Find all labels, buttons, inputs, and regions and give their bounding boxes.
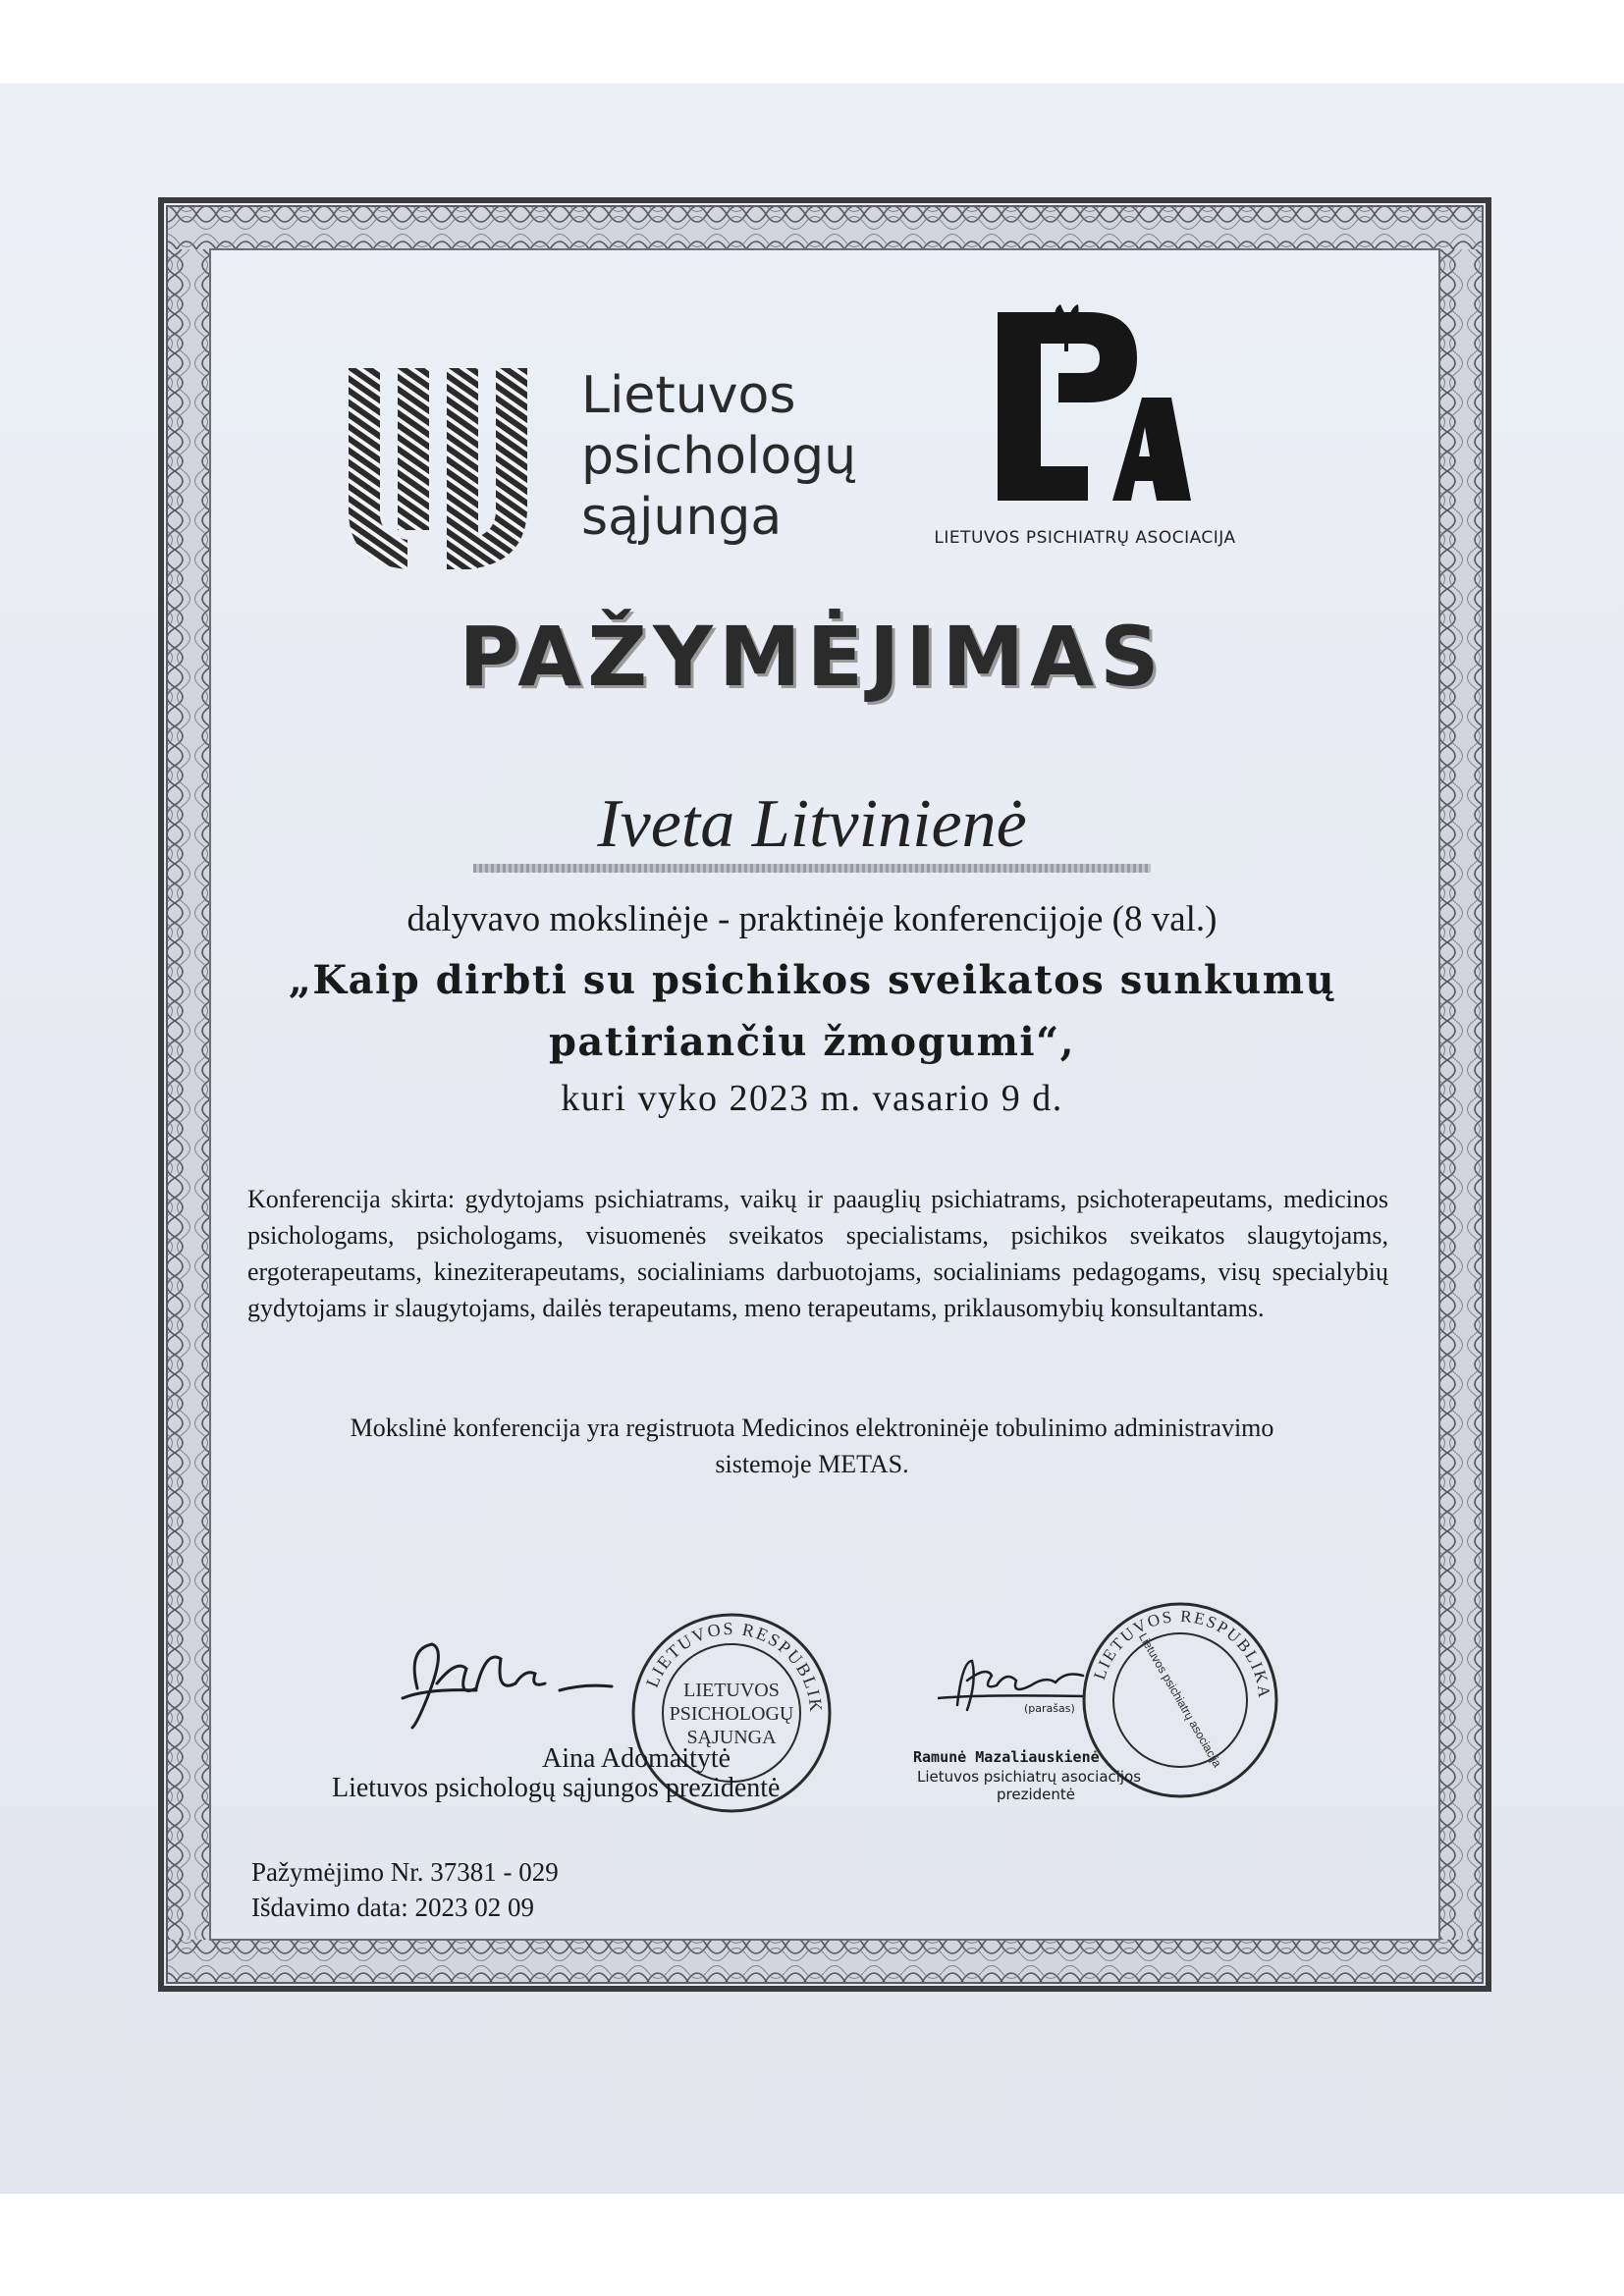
lps-logo-mark <box>339 363 555 574</box>
seal1-line2: PSICHOLOGŲ <box>669 1703 794 1725</box>
participation-line: dalyvavo mokslinėje - praktinėje konferencijoje (8 val.) <box>406 899 1218 939</box>
certificate-number: Pažymėjimo Nr. 37381 - 029 <box>251 1857 559 1887</box>
signature-adomaityte <box>388 1629 614 1737</box>
seal1-outer-text: LIETUVOS RESPUBLIK <box>641 1618 827 1715</box>
registration-note <box>267 1410 1357 1482</box>
seal1-line3: SĄJUNGA <box>686 1727 777 1748</box>
signatory1-role: Lietuvos psichologų sąjungos prezidentė <box>332 1773 781 1803</box>
lps-name-line3: sąjunga <box>581 488 783 547</box>
lps-name-line2: psichologų <box>581 427 857 486</box>
signature-label: (parašas) <box>1024 1702 1075 1715</box>
conference-title-line2: patiriančiu žmogumi“, <box>548 1019 1076 1065</box>
lpa-name: LIETUVOS PSICHIATRŲ ASOCIACIJA <box>934 528 1236 548</box>
registration-line2: sistemoje METAS. <box>715 1450 909 1478</box>
conference-date-line: kuri vyko 2023 m. vasario 9 d. <box>561 1078 1063 1119</box>
signatory2-name: Ramunė Mazaliauskienė <box>913 1748 1100 1766</box>
signatory2-role-title: prezidentė <box>997 1786 1075 1803</box>
seal2-outer-text: LIETUVOS RESPUBLIKA <box>1090 1606 1274 1700</box>
lps-name <box>581 365 856 548</box>
recipient-name: Iveta Litvinienė <box>597 786 1027 862</box>
seal1-line1: LIETUVOS <box>683 1680 780 1701</box>
issue-date: Išdavimo data: 2023 02 09 <box>251 1893 534 1922</box>
conference-title-line1: „Kaip dirbti su psichikos sveikatos sunkumų <box>288 957 1336 1003</box>
audience-description: Konferencija skirta: gydytojams psichiatrams, vaikų ir paauglių psichiatrams, psichoterapeutams, medicinos psichologams, psichologams, visuomenės sveikatos specialistams, psichikos sveikatos slaugytojams, ergoterapeutams, kineziterapeutams, socialiniams darbuotojams, socialiniams pedagogams, visų specialybių gydytojams ir slaugytojams, dailės terapeutams, meno terapeutams, priklausomybių konsultantams. <box>247 1185 1388 1322</box>
lpa-logo-mark <box>990 304 1191 506</box>
signatory2-role: Lietuvos psichiatrų asociacijos <box>917 1768 1142 1786</box>
lps-name-line1: Lietuvos <box>581 366 796 425</box>
registration-line1: Mokslinė konferencija yra registruota Medicinos elektroninėje tobulinimo administravimo <box>350 1414 1274 1442</box>
name-underline <box>473 864 1151 873</box>
signatory1-name: Aina Adomaitytė <box>542 1743 731 1774</box>
seal2-inner-text: Lietuvos psichiatrų asociacija <box>1136 1630 1224 1770</box>
certificate-title: PAŽYMĖJIMAS <box>459 609 1165 705</box>
